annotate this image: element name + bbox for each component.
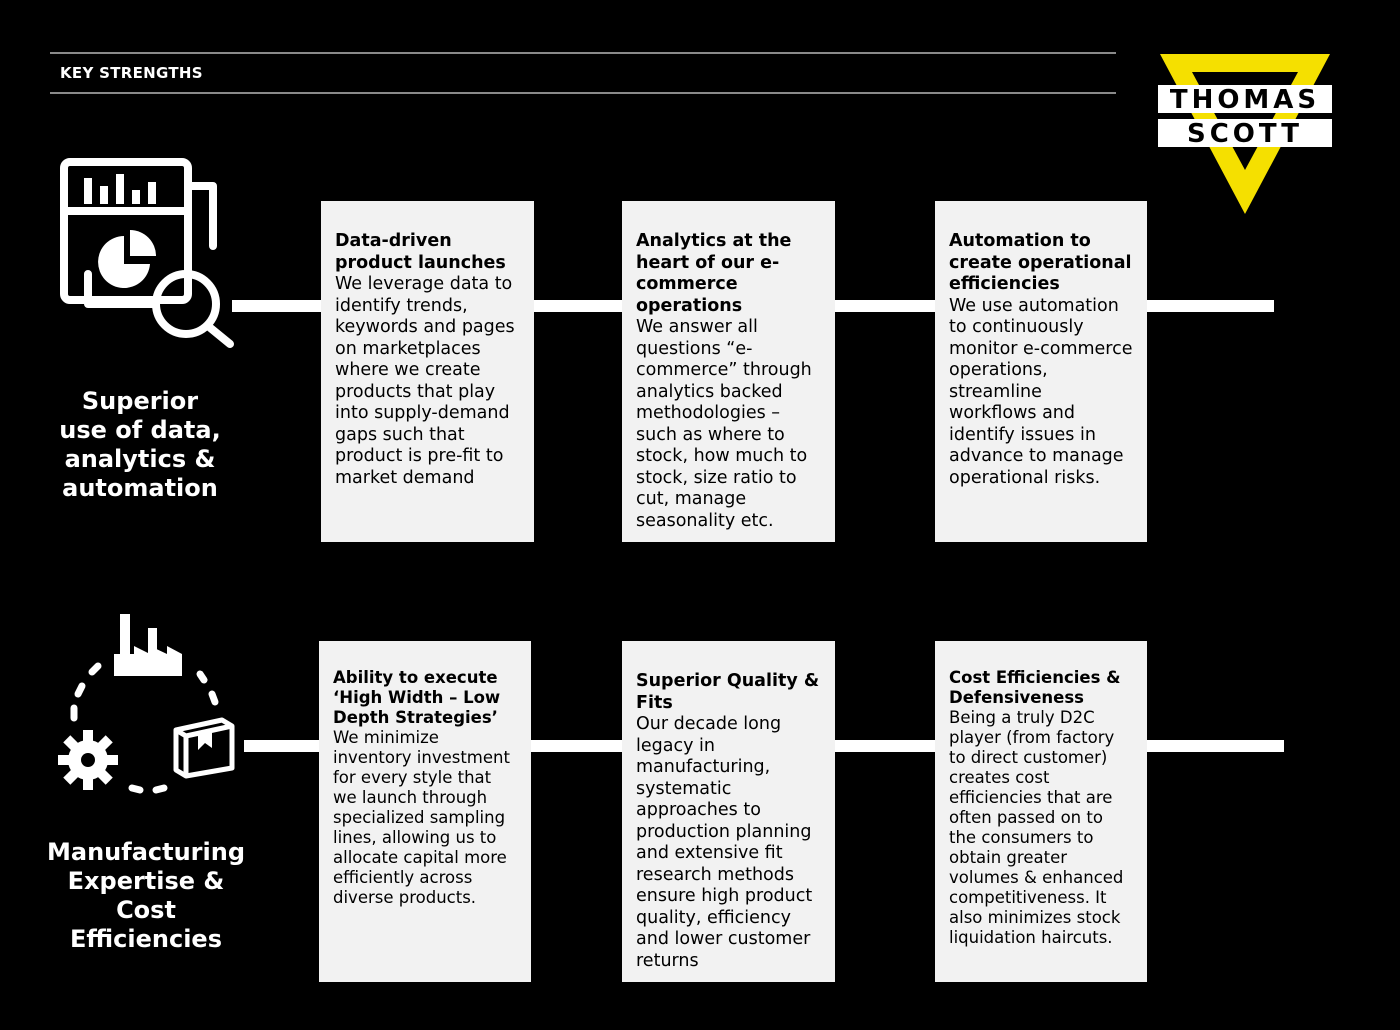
card-body: Being a truly D2C player (from factory to direct customer) creates cost efficiencies that are often passed on to the consumers to obtain greater volumes & enhanced competitiveness. It also minimizes stock liquidation haircuts. (949, 708, 1124, 947)
card-title: Data-driven product launches (335, 231, 506, 273)
section-label-manufacturing: Manufacturing Expertise & Cost Efficiencies (47, 838, 245, 953)
card-title: Cost Efficiencies & Defensiveness (949, 668, 1121, 707)
page-title: KEY STRENGTHS (60, 64, 203, 82)
section-label-data: Superior use of data, analytics & automation (59, 387, 221, 502)
card-body: We leverage data to identify trends, keywords and pages on marketplaces where we create products that play into supply-demand gaps such that product is pre-fit to market demand (335, 274, 515, 488)
card-automation-efficiencies (935, 201, 1147, 542)
card-title: Ability to execute ‘High Width – Low Depth Strategies’ (333, 668, 501, 727)
logo-line-1: THOMAS (1158, 85, 1332, 113)
card-high-width-low-depth (319, 641, 531, 982)
card-quality-fits (622, 641, 835, 982)
card-data-driven-launches (321, 201, 534, 542)
card-body: Our decade long legacy in manufacturing, systematic approaches to production planning and extensive fit research methods ensure high product quality, efficiency and lower customer returns (636, 714, 813, 971)
card-cost-efficiencies (935, 641, 1147, 982)
card-body: We answer all questions “e-commerce” through analytics backed methodologies – such as where to stock, how much to stock, size ratio to cut, manage seasonality etc. (636, 317, 812, 531)
thomas-scott-logo (1152, 52, 1338, 218)
card-title: Superior Quality & Fits (636, 671, 820, 713)
header-bottom-rule (50, 92, 1116, 94)
card-analytics-ecommerce (622, 201, 835, 542)
data-analytics-icon (58, 156, 238, 348)
card-title: Analytics at the heart of our e-commerce operations (636, 231, 792, 316)
card-body: We minimize inventory investment for every style that we launch through specialized sampling lines, allowing us to allocate capital more efficiently across diverse products. (333, 728, 510, 907)
card-body: We use automation to continuously monitor e-commerce operations, streamline workflows and identify issues in advance to manage operational risks. (949, 295, 1133, 488)
card-title: Automation to create operational efficiencies (949, 231, 1132, 294)
header-top-rule (50, 52, 1116, 54)
logo-line-2: SCOTT (1158, 119, 1332, 147)
manufacturing-cycle-icon (52, 608, 242, 798)
